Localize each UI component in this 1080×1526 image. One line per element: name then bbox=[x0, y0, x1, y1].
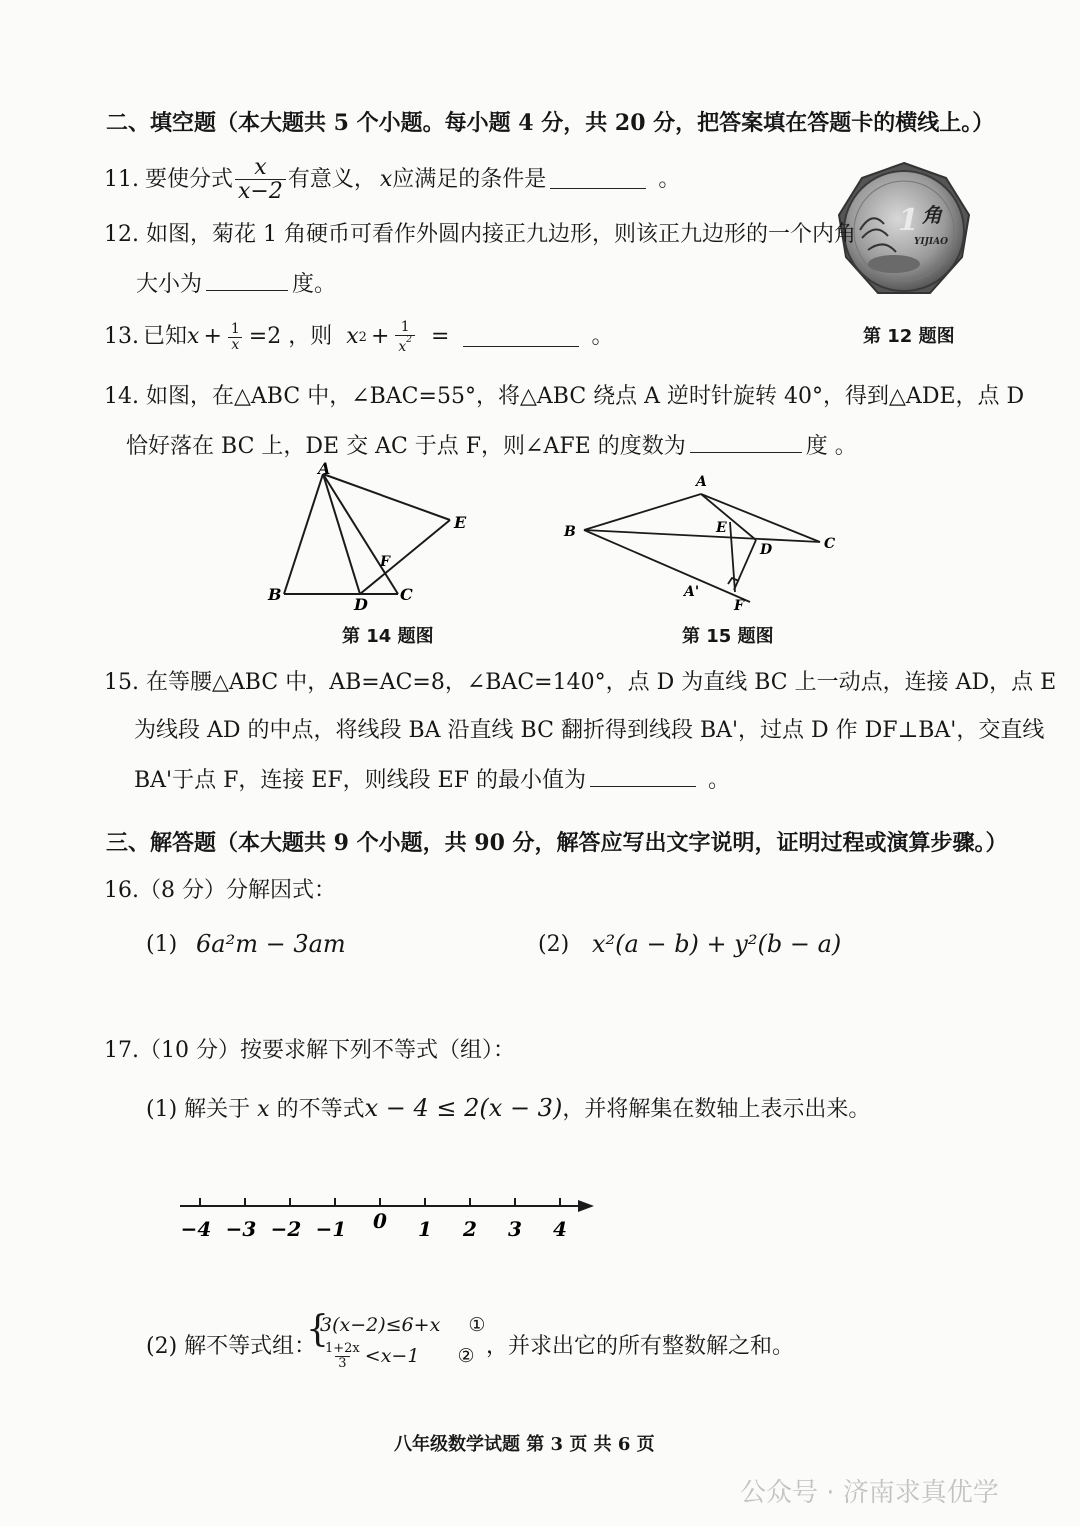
q14-line2 bbox=[126, 434, 857, 458]
q11-text-mid: 有意义， bbox=[287, 166, 376, 192]
tick-label-0: 0 bbox=[373, 1209, 387, 1233]
q13-fraction-2-den-exp: 2 bbox=[406, 334, 413, 345]
fig15-caption: 第 15 题图 bbox=[682, 626, 774, 647]
system-line2-fraction bbox=[322, 1342, 363, 1370]
fig15-label-E: E bbox=[716, 520, 727, 536]
q16-title: 16.（8 分）分解因式： bbox=[104, 878, 336, 903]
tick-label-2: 2 bbox=[463, 1217, 477, 1241]
q13 bbox=[104, 320, 613, 354]
q15-answer-blank bbox=[590, 768, 696, 787]
q13-equals: = bbox=[431, 324, 450, 350]
q13-end: 。 bbox=[591, 324, 614, 350]
fig14-segment-DE bbox=[360, 520, 450, 594]
watermark: 公众号 · 济南求真优学 bbox=[740, 1478, 999, 1508]
fig14-label-F: F bbox=[380, 554, 390, 570]
system-line2-fraction-den: 3 bbox=[335, 1356, 349, 1371]
q16-part1-expression: 6a²m − 3am bbox=[196, 930, 346, 958]
q17-part1-expression: x − 4 ≤ 2(x − 3) bbox=[364, 1094, 563, 1122]
fig15-label-D: D bbox=[760, 542, 773, 558]
q11-text-post: 应满足的条件是 bbox=[392, 166, 547, 192]
q17-part1-mid: 的不等式 bbox=[276, 1097, 365, 1122]
system-line2-tag: ② bbox=[457, 1344, 475, 1367]
system-line2-fraction-num: 1+2x bbox=[325, 1341, 360, 1356]
fig15-segment-DF bbox=[734, 540, 756, 590]
q13-fraction-1-numerator: 1 bbox=[230, 321, 240, 337]
q15-line3 bbox=[134, 768, 730, 792]
tick-label-neg1: −1 bbox=[315, 1217, 347, 1241]
q13-fraction-2 bbox=[395, 320, 415, 354]
q13-number: 13. bbox=[104, 324, 139, 350]
fig15-segment-AB bbox=[584, 494, 701, 530]
coin-flower-base bbox=[868, 255, 920, 273]
tick-label-neg4: −4 bbox=[180, 1217, 212, 1241]
fig14-segment-AE bbox=[323, 474, 450, 520]
fig15-label-C: C bbox=[824, 536, 836, 552]
q17-title: 17.（10 分）按要求解下列不等式（组）： bbox=[104, 1038, 515, 1063]
q12-text-post: 度。 bbox=[292, 272, 337, 297]
q14-text-post: 度 。 bbox=[805, 434, 857, 459]
number-line-arrow bbox=[578, 1200, 594, 1212]
q11-fraction-denominator: x−2 bbox=[235, 179, 286, 203]
q12-figure-caption: 第 12 题图 bbox=[863, 326, 955, 347]
fig14-label-C: C bbox=[400, 585, 413, 604]
q13-plus: + bbox=[203, 324, 222, 350]
system-line1 bbox=[320, 1316, 485, 1335]
system-line2 bbox=[320, 1342, 474, 1370]
q13-given-eq: =2 ，则 bbox=[248, 324, 333, 350]
q13-plus-2: + bbox=[370, 324, 390, 350]
q16-part1-label: (1) bbox=[146, 932, 178, 957]
system-line2-expr: <x−1 bbox=[364, 1344, 420, 1367]
fig15-label-A: A bbox=[696, 474, 707, 490]
page-footer: 八年级数学试题 第 3 页 共 6 页 bbox=[394, 1434, 655, 1455]
q11-answer-blank bbox=[550, 170, 646, 189]
q13-fraction-2-numerator: 1 bbox=[400, 319, 410, 335]
tick-label-4: 4 bbox=[553, 1217, 567, 1241]
tick-label-1: 1 bbox=[418, 1217, 432, 1241]
q15-text-post: 。 bbox=[708, 768, 731, 793]
q11-variable: x bbox=[379, 166, 393, 192]
q11 bbox=[104, 156, 680, 203]
q13-text-pre: 已知 bbox=[143, 324, 188, 350]
q14-text-pre: 恰好落在 BC 上，DE 交 AC 于点 F，则∠AFE 的度数为 bbox=[126, 434, 686, 459]
q13-fraction-1 bbox=[228, 322, 243, 352]
q14-line1: 14. 如图，在△ABC 中，∠BAC=55°，将△ABC 绕点 A 逆时针旋转 40°，得到△ADE，点 D bbox=[104, 384, 1025, 409]
fig14-label-D: D bbox=[354, 595, 368, 614]
q13-answer-blank bbox=[463, 328, 579, 347]
q17-part1-var: x bbox=[257, 1097, 270, 1122]
tick-label-3: 3 bbox=[508, 1217, 522, 1241]
q13-fraction-2-denominator bbox=[395, 335, 415, 355]
tick-label-neg2: −2 bbox=[270, 1217, 302, 1241]
q13-exponent: 2 bbox=[358, 329, 367, 345]
q16-part2-label: (2) bbox=[538, 932, 570, 957]
q12-text-pre: 大小为 bbox=[136, 272, 203, 297]
coin-jiao-char: 角 bbox=[922, 203, 942, 227]
q11-number: 11. bbox=[104, 166, 139, 192]
q16-part2-expression: x²(a − b) + y²(b − a) bbox=[592, 930, 842, 958]
section3-heading: 三、解答题（本大题共 9 个小题，共 90 分，解答应写出文字说明，证明过程或演算步骤。） bbox=[106, 830, 1008, 856]
fig14-segment-AD bbox=[323, 474, 360, 594]
fig14-label-B: B bbox=[268, 585, 282, 604]
fig15-segment-BC bbox=[584, 530, 820, 542]
q17-part1-post: ，并将解集在数轴上表示出来。 bbox=[562, 1097, 871, 1122]
q11-end: 。 bbox=[658, 166, 681, 192]
q13-x-squared: x bbox=[346, 324, 359, 350]
fig15-label-F: F bbox=[734, 598, 744, 614]
q11-fraction bbox=[235, 156, 286, 203]
tick-label-neg3: −3 bbox=[225, 1217, 257, 1241]
figure-15 bbox=[558, 470, 848, 620]
q17-part2-post: ，并求出它的所有整数解之和。 bbox=[486, 1334, 795, 1359]
number-line bbox=[176, 1186, 606, 1246]
system-line1-tag: ① bbox=[468, 1314, 486, 1336]
coin-denomination: 1 bbox=[898, 203, 919, 238]
fig14-label-E: E bbox=[454, 513, 467, 532]
q15-text-pre: BA'于点 F，连接 EF，则线段 EF 的最小值为 bbox=[134, 768, 586, 793]
fig15-segment-EF bbox=[730, 522, 735, 592]
fig15-label-B: B bbox=[564, 524, 576, 540]
q17-part1 bbox=[146, 1096, 870, 1121]
q11-text-pre: 要使分式 bbox=[145, 166, 234, 192]
q11-fraction-numerator: x bbox=[254, 155, 267, 180]
q13-fraction-1-denominator: x bbox=[228, 337, 242, 353]
q12-line1: 12. 如图，菊花 1 角硬币可看作外圆内接正九边形，则该正九边形的一个内角 bbox=[104, 222, 856, 247]
fig14-caption: 第 14 题图 bbox=[342, 626, 434, 647]
fig14-segment-AB bbox=[284, 474, 323, 594]
fig15-segment-BF bbox=[584, 530, 750, 602]
fig15-label-A-prime: A' bbox=[684, 584, 700, 600]
q12-line2 bbox=[136, 272, 336, 296]
fig14-segment-AC bbox=[323, 474, 398, 594]
number-line-ticks bbox=[200, 1198, 560, 1206]
q13-x: x bbox=[187, 324, 200, 350]
fig14-label-A: A bbox=[318, 462, 331, 478]
q15-line1: 15. 在等腰△ABC 中，AB=AC=8，∠BAC=140°，点 D 为直线 BC 上一动点，连接 AD，点 E bbox=[104, 670, 1057, 695]
system-line1-expr: 3(x−2)≤6+x bbox=[320, 1314, 441, 1336]
figure-14 bbox=[262, 462, 482, 620]
q17-part2-pre: (2) 解不等式组： bbox=[146, 1334, 317, 1359]
coin-yijiao-text: YIJIAO bbox=[914, 237, 948, 247]
section2-heading: 二、填空题（本大题共 5 个小题。每小题 4 分，共 20 分，把答案填在答题卡的横线上。） bbox=[106, 110, 995, 136]
fig15-segment-AD bbox=[701, 494, 756, 540]
q12-answer-blank bbox=[206, 272, 288, 291]
system-brace: { bbox=[306, 1309, 329, 1350]
q17-part1-pre: (1) 解关于 bbox=[146, 1097, 251, 1122]
q15-line2: 为线段 AD 的中点，将线段 BA 沿直线 BC 翻折得到线段 BA'，过点 D 作 DF⊥BA'，交直线 bbox=[134, 718, 1045, 743]
q14-answer-blank bbox=[690, 434, 802, 453]
q13-fraction-2-den-x: x bbox=[398, 338, 407, 355]
